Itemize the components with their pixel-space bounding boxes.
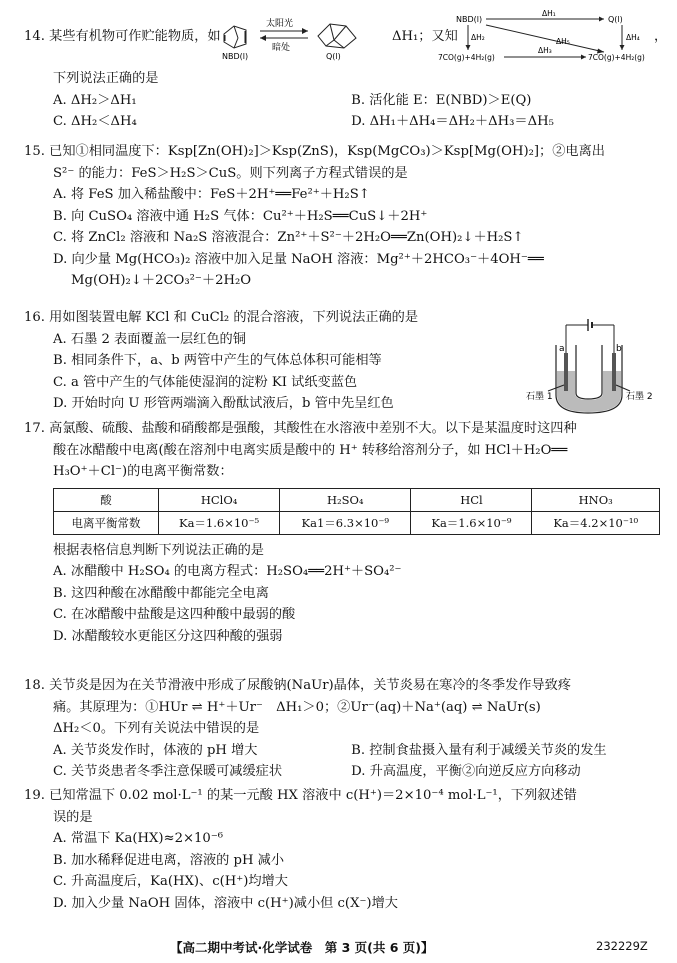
q17-option-c[interactable]: C. 在冰醋酸中盐酸是这四种酸中最弱的酸 [53,607,296,622]
table-cell: HCl [411,488,532,511]
q19-option-c[interactable]: C. 升高温度后，Ka(HX)、c(H⁺)均增大 [53,874,288,889]
arrow-top-label: 太阳光 [266,19,294,29]
arrow-bottom-label: 暗处 [272,43,291,53]
table-cell: Ka＝4.2×10⁻¹⁰ [532,511,660,534]
footer-title: 【高二期中考试·化学试卷 第 3 页(共 6 页)】 [170,940,434,955]
q18-option-b[interactable]: B. 控制食盐摄入量有利于减缓关节炎的发生 [351,742,607,758]
table-cell: Ka1＝6.3×10⁻⁹ [280,511,411,534]
q-label: Q(l) [326,52,341,61]
footer-code: 232229Z [596,939,648,953]
q18-line-1: 18. 关节炎是因为在关节滑液中形成了尿酸钠(NaUr)晶体，关节炎易在寒冷的冬季发作导致疼 [24,678,572,693]
q17-line-2: 酸在冰醋酸中电离(酸在溶剂中电离实质是酸中的 H⁺ 转移给溶剂分子，如 HCl＋H₂O══ [53,442,568,458]
question-16 [24,307,656,415]
q18-line-3: ΔH₂＜0。下列有关说法中错误的是 [53,721,260,736]
q18-option-c[interactable]: C. 关节炎患者冬季注意保暖可减缓症状 [53,764,283,779]
q17-line-1: 17. 高氯酸、硫酸、盐酸和硝酸都是强酸，其酸性在水溶液中差别不大。以下是某温度时这四种 [24,421,577,436]
question-19 [24,785,656,914]
question-18 [24,675,656,783]
q14-lead: 下列说法正确的是 [53,71,159,86]
cycle-nbd: NBD(l) [456,15,483,24]
table-cell: Ka＝1.6×10⁻⁹ [411,511,532,534]
q17-option-d[interactable]: D. 冰醋酸较水更能区分这四种酸的强弱 [53,628,283,644]
tube-b-label: b [616,344,622,354]
q14-energy-cycle [438,10,656,64]
table-row [54,511,660,534]
q15-option-d[interactable]: D. 向少量 Mg(HCO₃)₂ 溶液中加入足量 NaOH 溶液：Mg²⁺＋2HCO₃⁻＋4OH⁻══ [53,251,544,267]
q19-line-1: 19. 已知常温下 0.02 mol·L⁻¹ 的某一元酸 HX 溶液中 c(H⁺)＝2×10⁻⁴ mol·L⁻¹，下列叙述错 [24,788,577,803]
q18-line-2: 痛。其原理为：①HUr ⇌ H⁺＋Ur⁻ ΔH₁＞0；②Ur⁻(aq)＋Na⁺(aq) ⇌ NaUr(s) [53,699,541,715]
ionization-constant-table [53,488,660,535]
q16-stem: 16. 用如图装置电解 KCl 和 CuCl₂ 的混合溶液，下列说法正确的是 [24,310,419,325]
cycle-co-left: 7CO(g)+4H₂(g) [438,53,495,62]
q15-line-1: 15. 已知①相同温度下：Ksp[Zn(OH)₂]＞Ksp(ZnS)，Ksp(MgCO₃)＞Ksp[Mg(OH)₂]；②电离出 [24,144,605,159]
q18-option-a[interactable]: A. 关节炎发作时，体液的 pH 增大 [53,742,258,758]
nbd-structure-icon [224,26,246,48]
table-cell: H₂SO₄ [280,488,411,511]
q17-lead: 根据表格信息判断下列说法正确的是 [53,542,264,558]
q16-option-c[interactable]: C. a 管中产生的气体能使湿润的淀粉 KI 试纸变蓝色 [53,374,358,390]
q15-line-2: S²⁻ 的能力：FeS＞H₂S＞CuS。则下列离子方程式错误的是 [53,165,408,181]
table-cell: 电离平衡常数 [54,511,159,534]
q14-option-a[interactable]: A. ΔH₂＞ΔH₁ [53,92,137,108]
table-cell: HNO₃ [532,488,660,511]
electrode-1-label: 石墨 1 [526,392,553,402]
q19-line-2: 误的是 [53,809,93,825]
q14-nbd-q-scheme [216,14,386,62]
q19-option-d[interactable]: D. 加入少量 NaOH 固体，溶液中 c(H⁺)减小但 c(X⁻)增大 [53,895,398,911]
q16-option-b[interactable]: B. 相同条件下，a、b 两管中产生的气体总体积可能相等 [53,353,382,368]
table-cell: HClO₄ [159,488,280,511]
q14-option-d[interactable]: D. ΔH₁＋ΔH₄＝ΔH₂＋ΔH₃＝ΔH₅ [351,114,554,129]
cycle-h3: ΔH₃ [538,46,552,55]
cycle-h1: ΔH₁ [542,10,556,18]
q15-option-c[interactable]: C. 将 ZnCl₂ 溶液和 Na₂S 溶液混合：Zn²⁺＋S²⁻＋2H₂O══Zn(OH)₂↓＋H₂S↑ [53,230,524,245]
cycle-co-right: 7CO(g)+4H₂(g) [588,53,645,62]
q15-option-d-continued: Mg(OH)₂↓＋2CO₃²⁻＋2H₂O [71,273,252,288]
table-header-row [54,488,660,511]
q15-option-a[interactable]: A. 将 FeS 加入稀盐酸中：FeS＋2H⁺══Fe²⁺＋H₂S↑ [53,187,370,202]
electrode-2-label: 石墨 2 [626,392,653,402]
q14-option-b[interactable]: B. 活化能 E：E(NBD)＞E(Q) [351,92,532,108]
cycle-h2: ΔH₂ [471,33,485,42]
quadricyclane-structure-icon [318,24,356,48]
q16-option-d[interactable]: D. 开始时向 U 形管两端滴入酚酞试液后，b 管中先呈红色 [53,396,394,411]
table-cell: 酸 [54,488,159,511]
table-cell: Ka＝1.6×10⁻⁵ [159,511,280,534]
q19-option-a[interactable]: A. 常温下 Ka(HX)≈2×10⁻⁶ [53,831,224,846]
q17-option-b[interactable]: B. 这四种酸在冰醋酸中都能完全电离 [53,585,269,601]
question-15 [24,141,656,292]
q15-option-b[interactable]: B. 向 CuSO₄ 溶液中通 H₂S 气体：Cu²⁺＋H₂S══CuS↓＋2H⁺ [53,208,428,224]
q14-option-c[interactable]: C. ΔH₂＜ΔH₄ [53,114,137,129]
cycle-h4: ΔH₄ [626,33,640,42]
q16-option-a[interactable]: A. 石墨 2 表面覆盖一层红色的铜 [53,331,246,347]
nbd-label: NBD(l) [222,52,249,61]
q14-stem-b: ΔH₁；又知 [392,29,458,44]
q17-option-a[interactable]: A. 冰醋酸中 H₂SO₄ 的电离方程式：H₂SO₄══2H⁺＋SO₄²⁻ [53,564,402,579]
electrolysis-u-tube-diagram [526,313,656,419]
tube-a-label: a [559,344,565,354]
q14-stem-a: 14. 某些有机物可作贮能物质，如 [24,29,221,44]
question-17 [24,418,656,647]
q18-option-d[interactable]: D. 升高温度，平衡②向逆反应方向移动 [351,764,581,779]
q19-option-b[interactable]: B. 加水稀释促进电离，溶液的 pH 减小 [53,852,285,868]
q17-line-3: H₃O⁺＋Cl⁻)的电离平衡常数： [53,464,233,479]
question-14: 14. 某些有机物可作贮能物质，如 NBD(l) 太阳光 暗处 Q(l) ΔH₁；又知 NBD(l) Q(l) ΔH₁ ΔH₂ ΔH₅ ΔH₄ 7CO(g)+4H₂(g) 7CO(g)+4H₂(g) ΔH₃ ， 下列说法正确的是 A. ΔH₂＞ΔH₁ B. 活化能 E：E(NBD)＞E(Q) C. ΔH₂＜ΔH₄ D. ΔH₁＋ΔH₄＝ΔH₂＋ΔH₃＝ΔH₅ [24,24,656,133]
cycle-q: Q(l) [608,15,623,24]
cycle-h5: ΔH₅ [556,37,570,46]
